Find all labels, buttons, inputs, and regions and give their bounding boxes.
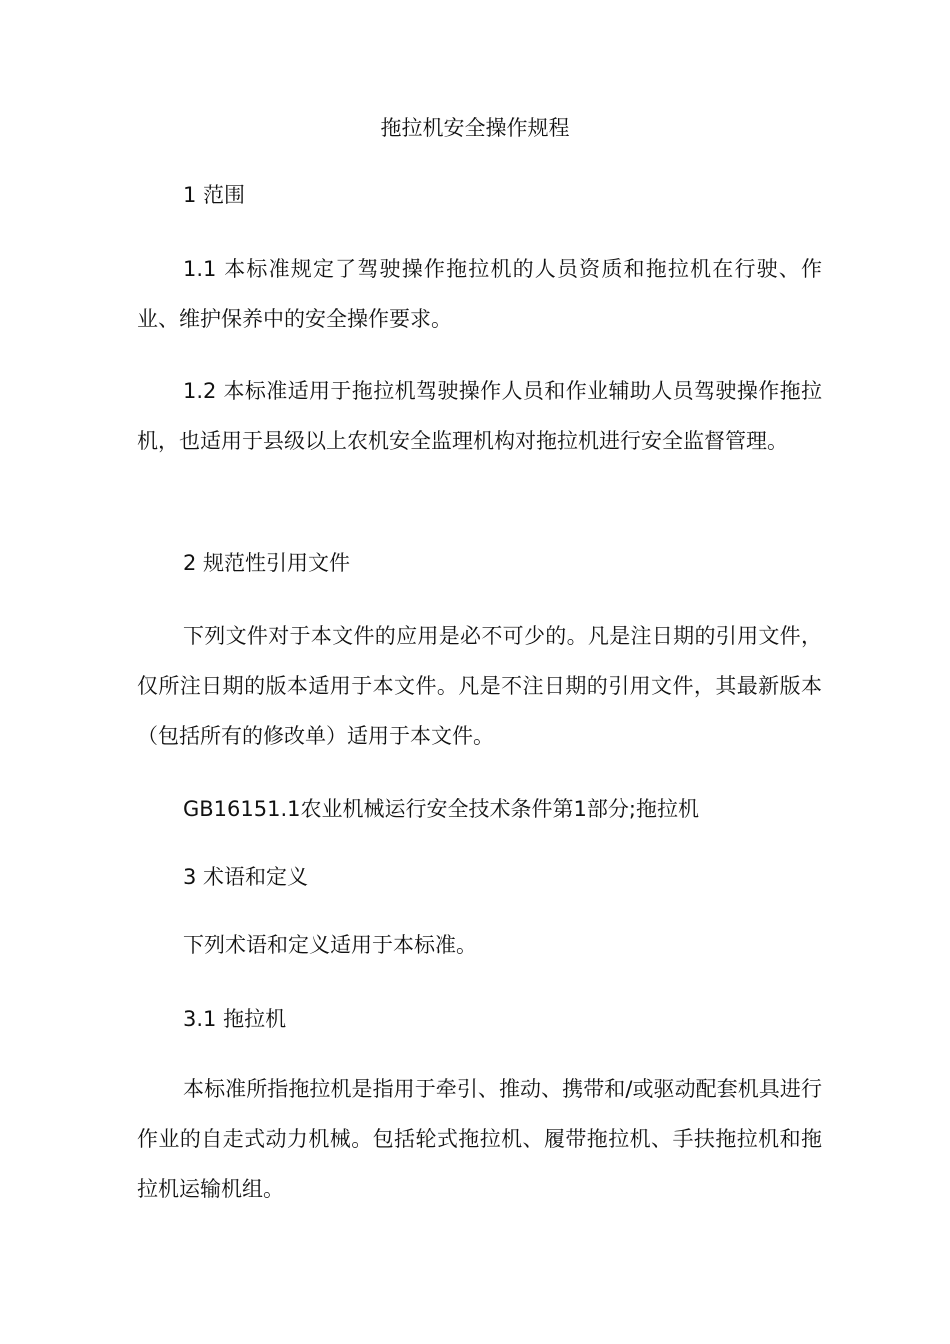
clause-1-2	[137, 366, 822, 466]
paragraph: 1.2 本标准适用于拖拉机驾驶操作人员和作业辅助人员驾驶操作拖拉机，也适用于县级以上农机安全监理机构对拖拉机进行安全监督管理。	[137, 379, 822, 453]
terms-intro	[137, 920, 822, 970]
term-3-1-heading	[137, 994, 822, 1044]
paragraph: 3 术语和定义	[183, 865, 309, 889]
paragraph: 下列文件对于本文件的应用是必不可少的。凡是注日期的引用文件，仅所注日期的版本适用于本文件。凡是不注日期的引用文件，其最新版本（包括所有的修改单）适用于本文件。	[137, 624, 822, 748]
paragraph: 1.1 本标准规定了驾驶操作拖拉机的人员资质和拖拉机在行驶、作业、维护保养中的安全操作要求。	[137, 257, 822, 331]
paragraph: GB16151.1农业机械运行安全技术条件第1部分;拖拉机	[183, 797, 699, 821]
paragraph: 下列术语和定义适用于本标准。	[183, 933, 477, 957]
paragraph: 3.1 拖拉机	[183, 1007, 287, 1031]
paragraph: 1 范围	[183, 183, 246, 207]
document-title: 拖拉机安全操作规程	[380, 116, 570, 140]
clause-1-1	[137, 244, 822, 344]
reference-standard	[137, 784, 822, 834]
term-3-1-definition	[137, 1064, 822, 1214]
section-heading-scope	[137, 170, 822, 220]
section-heading-terms	[137, 852, 822, 902]
section-heading-normative-references	[137, 538, 822, 588]
paragraph: 2 规范性引用文件	[183, 551, 351, 575]
normative-references-text	[137, 611, 822, 761]
paragraph: 本标准所指拖拉机是指用于牵引、推动、携带和/或驱动配套机具进行作业的自走式动力机械。包括轮式拖拉机、履带拖拉机、手扶拖拉机和拖拉机运输机组。	[137, 1077, 822, 1201]
